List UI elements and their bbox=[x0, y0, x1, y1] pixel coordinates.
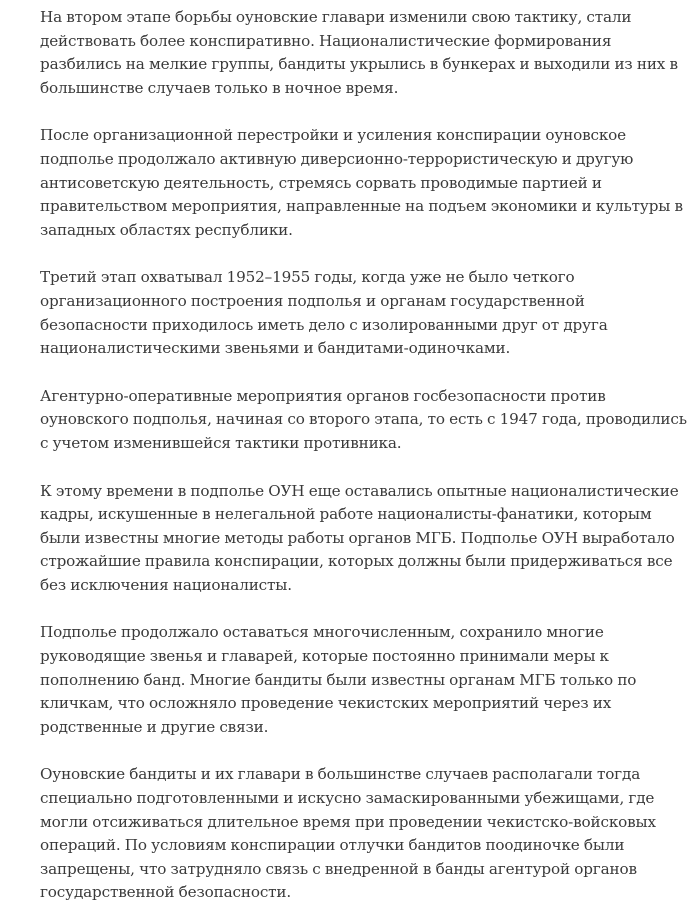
paragraph-6: Подполье продолжало оставаться многочисленным, сохранило многие руководящие звенья и главарей, которые постоянно принимали меры к пополнению банд. Многие бандиты были известны органам МГБ только по кличкам, что осложняло проведение чекистских мероприятий через их родственные и другие связи. bbox=[40, 623, 637, 736]
paragraph-1: На втором этапе борьбы оуновские главари изменили свою тактику, стали действовать более конспиративно. Националистические формирования разбились на мелкие группы, бандиты укрылись в бункерах и выходили из них в большинстве случаев только в ночное время. bbox=[40, 8, 678, 97]
paragraph-2: После организационной перестройки и усиления конспирации оуновское подполье продолжало активную диверсионно-террористическую и другую антисоветскую деятельность, стремясь сорвать проводимые партией и правительством мероприятия, направленные на подъем экономики и культуры в западных областях республики. bbox=[40, 126, 683, 239]
paragraph-5: К этому времени в подполье ОУН еще оставались опытные националистические кадры, искушенные в нелегальной работе националисты-фанатики, которым были известны многие методы работы органов МГБ. Подполье ОУН выработало строжайшие правила конспирации, которых должны были придерживаться все без исключения националисты. bbox=[40, 481, 679, 594]
paragraph-3: Третий этап охватывал 1952–1955 годы, когда уже не было четкого организационного построения подполья и органам государственной безопасности приходилось иметь дело с изолированными друг от друга националистическими звеньями и бандитами-одиночками. bbox=[40, 268, 608, 358]
paragraph-7: Оуновские бандиты и их главари в большинстве случаев располагали тогда специально подготовленными и искусно замаскированными убежищами, где могли отсиживаться длительное время при проведении чекистско-войсковых операций. По условиям конспирации отлучки бандитов поодиночке были запрещены, что затрудняло связь с внедренной в банды агентурой органов государственной безопасности. bbox=[40, 765, 656, 902]
paragraph-4: Агентурно-оперативные мероприятия органов госбезопасности против оуновского подполья, начиная со второго этапа, то есть с 1947 года, проводились с учетом изменившейся тактики противника. bbox=[40, 386, 687, 452]
